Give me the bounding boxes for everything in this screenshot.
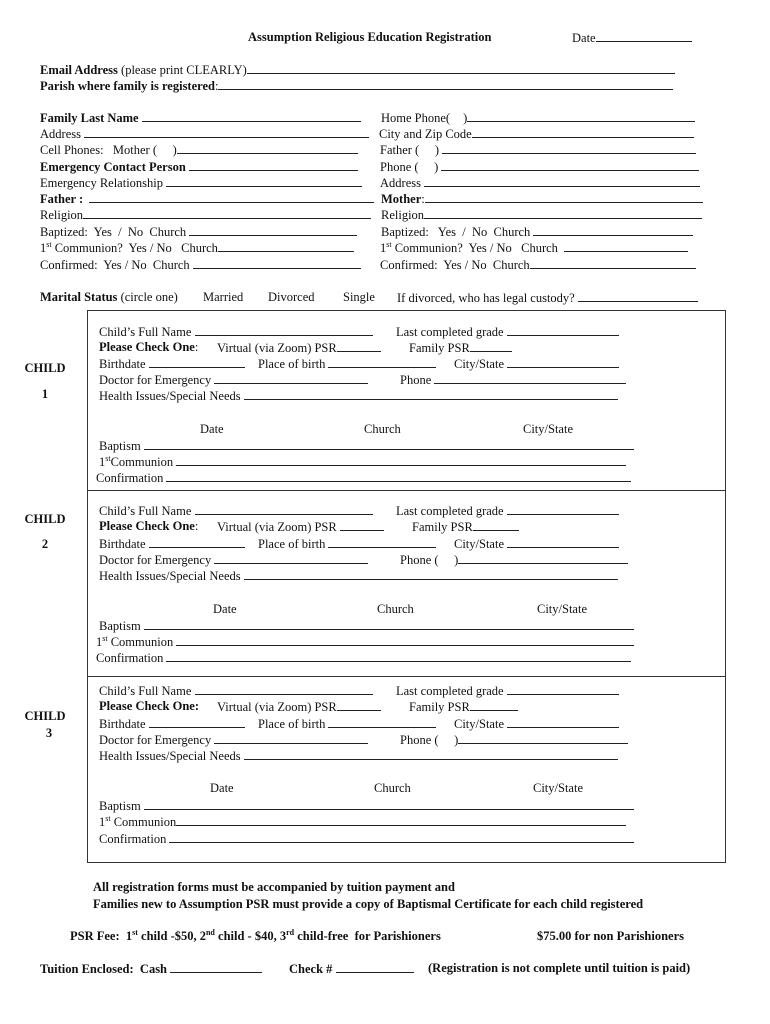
parish-input-line[interactable] [218,79,673,90]
child-2-birthdate-field[interactable] [99,537,245,551]
mother-religion-field[interactable] [381,208,702,222]
child-1-birthdate-label: Birthdate [99,357,146,371]
date-label: Date [572,31,596,45]
psr-fee-sup-st: st [132,928,138,937]
psr-fee-sup-rd: rd [286,928,295,937]
marital-option-single[interactable]: Single [343,290,375,304]
child-3-confirmation-label: Confirmation [99,832,167,846]
child-2-family-psr-option[interactable] [412,520,519,534]
child-2-doctor-label: Doctor for Emergency [99,553,212,567]
footer-note-baptismal: Families new to Assumption PSR must provide a copy of Baptismal Certificate for each child registered [93,897,644,911]
child-2-family-psr-line[interactable] [473,520,519,531]
child-1-place-of-birth-line[interactable] [328,357,436,368]
child-3-check-one [99,700,199,713]
child-2-baptism-field[interactable] [99,619,634,633]
mother-communion-label: Communion? Yes / No Church [391,241,558,255]
child-2-full-name-line[interactable] [195,504,373,515]
child-1-family-psr-line[interactable] [470,341,512,352]
child-2-virtual-line[interactable] [340,520,384,531]
child-2-city-state-field[interactable] [454,537,619,551]
mother-communion-number: 1 [380,241,387,255]
emergency-contact-label: Emergency Contact Person [40,160,186,174]
child-3-confirmation-line[interactable] [169,832,634,843]
emergency-phone-label: Phone ( ) [380,160,439,174]
child-2-birthdate-line[interactable] [149,537,245,548]
child-1-communion-suffix: st [105,454,111,463]
child-3-col-date: Date [210,781,234,795]
family-last-name-label: Family Last Name [40,111,139,125]
father-communion-field[interactable] [40,241,354,255]
child-1-birthdate-line[interactable] [149,357,245,368]
psr-fee-part-2: child -$50, 2 [137,929,206,943]
city-zip-field[interactable] [379,127,694,141]
psr-fee-part-4: child-free for Parishioners [294,929,441,943]
child-2-check-one-label: Please Check One [99,519,195,533]
child-2-grade-label: Last completed grade [396,504,504,518]
child-divider-2 [87,676,726,677]
mother-religion-label: Religion [381,208,425,222]
child-2-communion-field[interactable] [96,635,634,649]
family-last-name-input-line[interactable] [142,111,361,122]
child-3-grade-line[interactable] [507,684,619,695]
father-communion-number: 1 [40,241,47,255]
city-zip-label: City and Zip Code [379,127,472,141]
child-3-city-state-label: City/State [454,717,504,731]
child-2-communion-label: Communion [107,635,174,649]
child-3-place-of-birth-field[interactable] [258,717,436,731]
child-1-family-psr-option[interactable] [409,341,512,355]
child-2-col-city: City/State [537,602,587,616]
footer-note-tuition: All registration forms must be accompanied by tuition payment and [93,880,455,894]
child-1-col-city: City/State [523,422,573,436]
parish-field[interactable] [40,79,673,93]
parish-label: Parish where family is registered [40,79,215,93]
child-3-birthdate-field[interactable] [99,717,245,731]
child-3-confirmation-field[interactable] [99,832,634,846]
child-3-label: CHILD [24,709,66,723]
child-1-check-one-colon: : [194,340,199,354]
child-1-phone-field[interactable] [400,373,626,387]
mother-communion-suffix: st [386,240,392,249]
tuition-check-line[interactable] [336,962,414,973]
emergency-address-input-line[interactable] [424,176,700,187]
child-2-doctor-line[interactable] [214,553,368,564]
child-2-confirmation-label: Confirmation [96,651,164,665]
cell-phones-label: Cell Phones: Mother ( ) [40,143,177,157]
child-2-city-state-line[interactable] [507,537,619,548]
child-2-phone-field[interactable] [400,553,628,567]
child-2-city-state-label: City/State [454,537,504,551]
child-3-baptism-label: Baptism [99,799,141,813]
tuition-check-field[interactable] [289,962,414,976]
child-2-doctor-field[interactable] [99,553,368,567]
child-3-health-line[interactable] [244,749,618,760]
child-1-baptism-line[interactable] [144,439,634,450]
child-3-city-state-field[interactable] [454,717,619,731]
child-1-full-name-label: Child’s Full Name [99,325,192,339]
child-3-number: 3 [45,726,53,740]
child-2-confirmation-line[interactable] [166,651,631,662]
child-1-communion-label: Communion [110,455,174,469]
child-3-communion-field[interactable] [99,815,626,829]
child-1-full-name-line[interactable] [195,325,373,336]
child-1-phone-label: Phone [400,373,432,387]
child-1-virtual-label: Virtual (via Zoom) PSR [217,341,337,355]
child-2-phone-line[interactable] [458,553,628,564]
mother-name-field[interactable] [381,192,703,206]
emergency-address-field[interactable] [380,176,700,190]
child-3-health-field[interactable] [99,749,618,763]
child-divider-1 [87,490,726,491]
child-3-col-church: Church [374,781,411,795]
address-label: Address [40,127,81,141]
child-1-health-field[interactable] [99,389,618,403]
child-3-health-label: Health Issues/Special Needs [99,749,241,763]
marital-status-hint: (circle one) [117,290,178,304]
child-1-family-psr-label: Family PSR [409,341,470,355]
father-baptized-church-line[interactable] [189,225,357,236]
child-2-health-label: Health Issues/Special Needs [99,569,241,583]
child-3-full-name-label: Child’s Full Name [99,684,192,698]
tuition-cash-label: Tuition Enclosed: Cash [40,962,168,976]
mother-baptized-field[interactable] [381,225,693,239]
child-2-confirmation-field[interactable] [96,651,631,665]
child-2-col-date: Date [213,602,237,616]
parish-colon: : [214,79,219,93]
child-1-city-state-field[interactable] [454,357,619,371]
child-1-confirmation-field[interactable] [96,471,631,485]
child-1-grade-line[interactable] [507,325,619,336]
psr-fee-line [70,930,441,943]
mother-colon: : [421,192,425,206]
email-field[interactable] [40,63,675,77]
mother-confirmed-field[interactable] [380,258,696,272]
child-3-col-city: City/State [533,781,583,795]
emergency-relationship-field[interactable] [40,176,362,190]
mother-name-input-line[interactable] [425,192,703,203]
child-3-doctor-label: Doctor for Emergency [99,733,212,747]
child-3-birthdate-line[interactable] [149,717,245,728]
mother-communion-field[interactable] [380,241,688,255]
mother-communion-church-line[interactable] [564,241,688,252]
child-2-full-name-label: Child’s Full Name [99,504,192,518]
child-1-number: 1 [41,387,49,401]
child-3-communion-number: 1 [99,815,106,829]
child-2-family-psr-label: Family PSR [412,520,473,534]
child-1-health-line[interactable] [244,389,618,400]
city-zip-input-line[interactable] [472,127,694,138]
father-name-field[interactable] [40,192,374,206]
child-2-virtual-option[interactable] [217,520,384,534]
child-3-grade-label: Last completed grade [396,684,504,698]
child-2-check-one [99,520,198,533]
mother-cell-input-line[interactable] [177,143,358,154]
custody-label: If divorced, who has legal custody? [397,291,575,305]
father-communion-church-line[interactable] [218,241,354,252]
child-3-virtual-line[interactable] [337,700,381,711]
child-3-virtual-option[interactable] [217,700,381,714]
child-1-check-one-label: Please Check One [99,340,195,354]
email-label: Email Address [40,63,118,77]
child-2-grade-field[interactable] [396,504,619,518]
child-1-col-church: Church [364,422,401,436]
father-religion-field[interactable] [40,208,371,222]
father-phone-input-line[interactable] [442,143,696,154]
child-3-full-name-line[interactable] [195,684,373,695]
child-2-communion-suffix: st [102,634,108,643]
child-3-family-psr-option[interactable] [409,700,518,714]
child-3-doctor-field[interactable] [99,733,368,747]
father-phone-label: Father ( ) [380,143,440,157]
marital-option-married[interactable]: Married [203,290,244,304]
child-2-birthdate-label: Birthdate [99,537,146,551]
child-3-baptism-line[interactable] [144,799,634,810]
address-input-line[interactable] [84,127,369,138]
psr-fee-sup-nd: nd [205,928,215,937]
family-last-name-field[interactable] [40,111,361,125]
father-name-label: Father : [40,192,84,206]
child-2-number: 2 [41,537,49,551]
marital-option-divorced[interactable]: Divorced [268,290,315,304]
child-1-communion-number: 1 [99,455,106,469]
emergency-contact-input-line[interactable] [189,160,358,171]
address-field[interactable] [40,127,369,141]
child-2-place-of-birth-line[interactable] [328,537,436,548]
registration-incomplete-note: (Registration is not complete until tuition is paid) [428,961,691,975]
emergency-relationship-input-line[interactable] [166,176,362,187]
child-1-grade-label: Last completed grade [396,325,504,339]
child-3-family-psr-line[interactable] [470,700,518,711]
child-3-city-state-line[interactable] [507,717,619,728]
child-1-city-state-line[interactable] [507,357,619,368]
child-3-phone-label: Phone ( ) [400,733,459,747]
child-1-confirmation-label: Confirmation [96,471,164,485]
child-3-place-of-birth-line[interactable] [328,717,436,728]
child-3-doctor-line[interactable] [214,733,368,744]
child-1-birthdate-field[interactable] [99,357,245,371]
child-3-phone-field[interactable] [400,733,628,747]
psr-fee-part-1: PSR Fee: 1 [70,929,133,943]
child-2-grade-line[interactable] [507,504,619,515]
email-input-line[interactable] [247,63,675,74]
child-3-check-one-label: Please Check One: [99,699,199,713]
child-3-full-name-field[interactable] [99,684,373,698]
father-communion-suffix: st [46,240,52,249]
child-1-virtual-option[interactable] [217,341,381,355]
child-1-baptism-field[interactable] [99,439,634,453]
emergency-phone-input-line[interactable] [441,160,699,171]
marital-status-title: Marital Status [40,290,118,304]
child-3-communion-suffix: st [105,814,111,823]
child-1-check-one [99,341,198,354]
custody-input-line[interactable] [578,291,698,302]
cell-phones-field[interactable] [40,143,358,157]
father-phone-field[interactable] [380,143,696,157]
child-3-place-of-birth-label: Place of birth [258,717,326,731]
tuition-cash-line[interactable] [170,962,262,973]
mother-name-label: Mother [381,192,422,206]
child-1-label: CHILD [24,361,66,375]
emergency-contact-field[interactable] [40,160,358,174]
child-3-communion-line[interactable] [176,815,626,826]
child-1-grade-field[interactable] [396,325,619,339]
mother-baptized-church-line[interactable] [533,225,693,236]
father-baptized-label: Baptized: Yes / No Church [40,225,187,239]
child-2-communion-line[interactable] [176,635,634,646]
child-1-doctor-line[interactable] [214,373,368,384]
date-input-line[interactable] [596,31,692,42]
child-2-check-one-colon: : [194,519,199,533]
child-2-label: CHILD [24,512,66,526]
child-2-col-church: Church [377,602,414,616]
child-2-place-of-birth-label: Place of birth [258,537,326,551]
father-confirmed-field[interactable] [40,258,361,272]
custody-field[interactable] [397,291,698,305]
emergency-phone-field[interactable] [380,160,699,174]
home-phone-label: Home Phone( [381,111,451,125]
child-3-phone-line[interactable] [458,733,628,744]
child-1-baptism-label: Baptism [99,439,141,453]
child-3-virtual-label: Virtual (via Zoom) PSR [217,700,337,714]
child-1-doctor-label: Doctor for Emergency [99,373,212,387]
child-2-virtual-label: Virtual (via Zoom) PSR [217,520,337,534]
child-1-communion-line[interactable] [176,455,626,466]
father-name-input-line[interactable] [89,192,374,203]
non-parishioner-fee: $75.00 for non Parishioners [537,929,684,943]
child-1-col-date: Date [200,422,224,436]
child-2-health-field[interactable] [99,569,618,583]
father-confirmed-church-line[interactable] [193,258,361,269]
father-confirmed-label: Confirmed: Yes / No Church [40,258,190,272]
tuition-cash-field[interactable] [40,962,262,976]
child-1-communion-field[interactable] [99,455,626,469]
child-1-health-label: Health Issues/Special Needs [99,389,241,403]
emergency-relationship-label: Emergency Relationship [40,176,164,190]
child-1-full-name-field[interactable] [99,325,373,339]
child-1-city-state-label: City/State [454,357,504,371]
marital-status-label [40,291,178,304]
child-1-confirmation-line[interactable] [166,471,631,482]
child-3-baptism-field[interactable] [99,799,634,813]
form-title: Assumption Religious Education Registration [248,30,492,44]
tuition-check-label: Check # [289,962,333,976]
emergency-address-label: Address [380,176,421,190]
child-2-health-line[interactable] [244,569,618,580]
home-phone-paren: ) [463,111,468,125]
home-phone-input-line[interactable] [467,111,695,122]
child-2-baptism-line[interactable] [144,619,634,630]
father-communion-label: Communion? Yes / No Church [51,241,218,255]
child-1-virtual-line[interactable] [337,341,381,352]
child-2-full-name-field[interactable] [99,504,373,518]
father-religion-label: Religion [40,208,84,222]
father-baptized-field[interactable] [40,225,357,239]
child-3-family-psr-label: Family PSR [409,700,470,714]
child-3-communion-label: Communion [110,815,177,829]
child-1-place-of-birth-field[interactable] [258,357,436,371]
child-1-phone-line[interactable] [434,373,626,384]
child-1-doctor-field[interactable] [99,373,368,387]
mother-confirmed-label: Confirmed: Yes / No Church [380,258,530,272]
child-3-birthdate-label: Birthdate [99,717,146,731]
mother-confirmed-church-line[interactable] [530,258,696,269]
child-1-place-of-birth-label: Place of birth [258,357,326,371]
psr-fee-part-3: child - $40, 3 [214,929,287,943]
child-2-communion-number: 1 [96,635,103,649]
father-religion-input-line[interactable] [83,208,371,219]
home-phone-field[interactable] [381,111,695,125]
child-2-baptism-label: Baptism [99,619,141,633]
child-2-phone-label: Phone ( ) [400,553,459,567]
date-field[interactable] [572,31,692,45]
mother-baptized-label: Baptized: Yes / No Church [381,225,531,239]
mother-religion-input-line[interactable] [424,208,702,219]
child-2-place-of-birth-field[interactable] [258,537,436,551]
email-hint: (please print CLEARLY) [117,63,247,77]
child-3-grade-field[interactable] [396,684,619,698]
